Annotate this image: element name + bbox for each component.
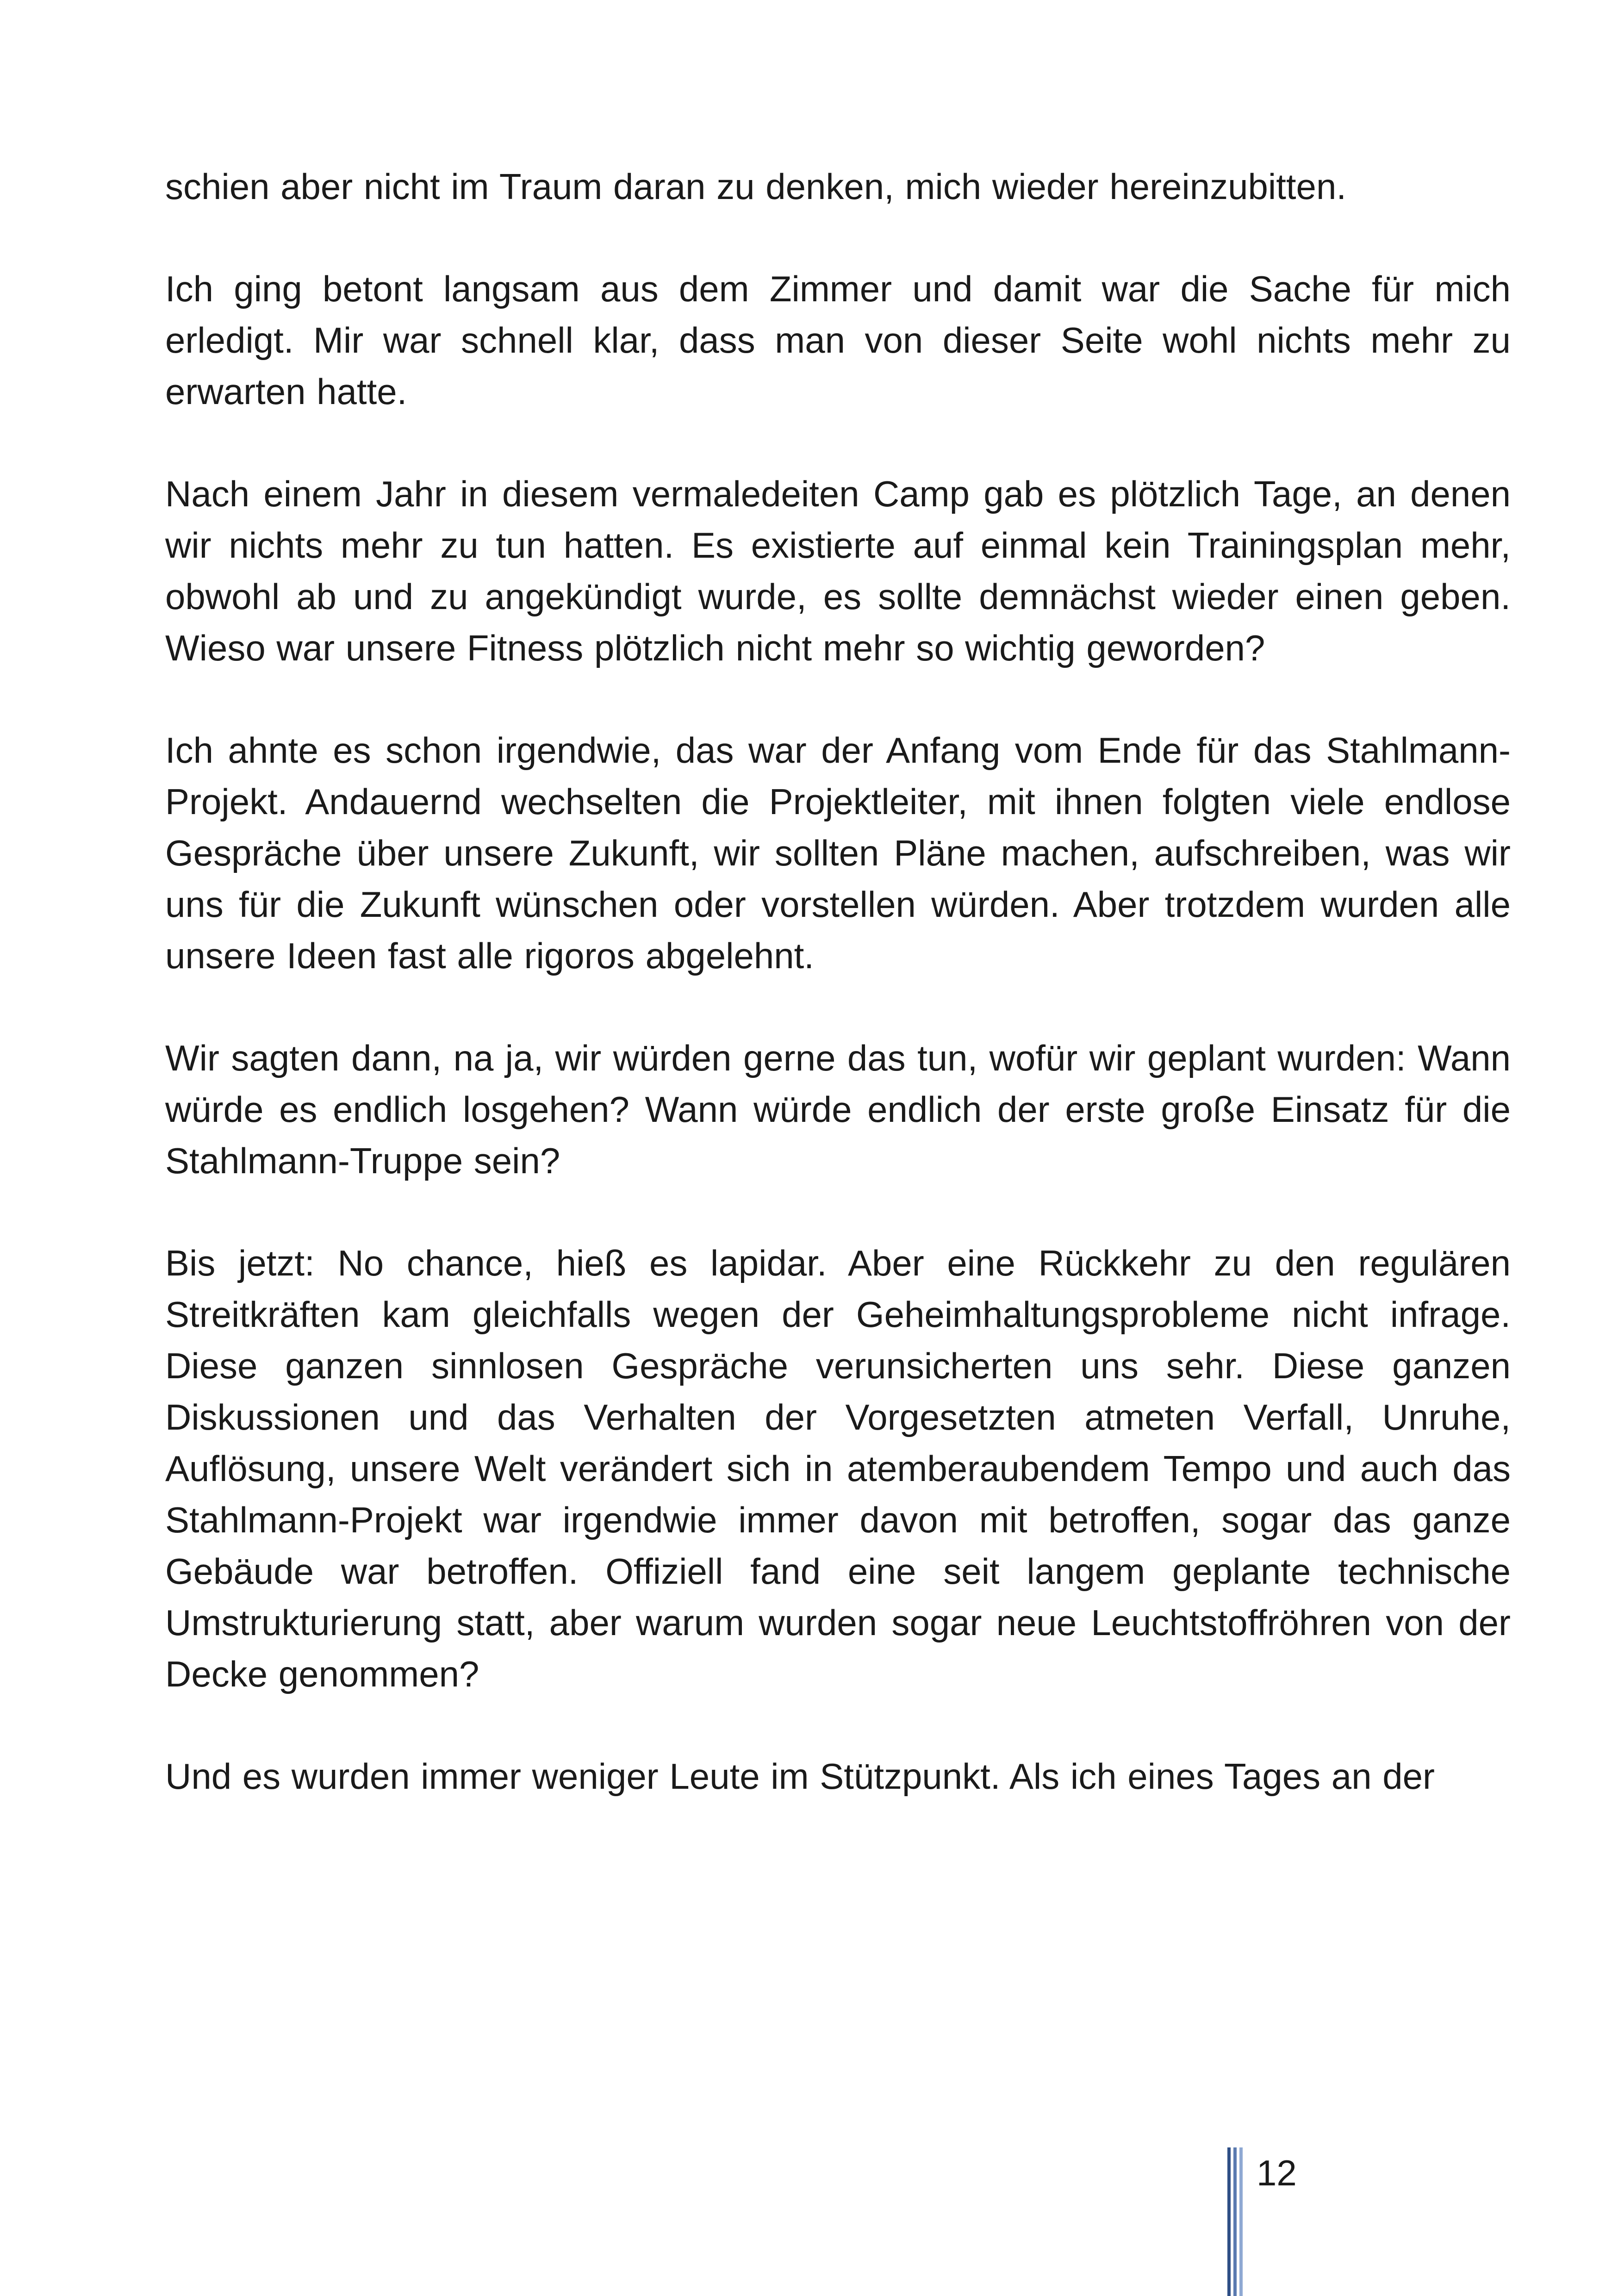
paragraph-2: Ich ging betont langsam aus dem Zimmer und damit war die Sache für mich erledigt. Mir war schnell klar, dass man von dieser Seite wohl nichts mehr zu erwarten hatte. <box>165 268 1511 412</box>
paragraph-3: Nach einem Jahr in diesem vermaledeiten Camp gab es plötzlich Tage, an denen wir nichts mehr zu tun hatten. Es existierte auf einmal kein Trainingsplan mehr, obwohl ab und zu angekündigt wurde, es sollte demnächst wieder einen geben. Wieso war unsere Fitness plötzlich nicht mehr so wichtig geworden? <box>165 473 1511 668</box>
marker-bar-mid <box>1233 2147 1237 2296</box>
paragraph-1: schien aber nicht im Traum daran zu denken, mich wieder hereinzubitten. <box>165 166 1346 207</box>
marker-bar-light <box>1239 2147 1243 2296</box>
paragraph-7: Und es wurden immer weniger Leute im Stützpunkt. Als ich eines Tages an der <box>165 1756 1435 1797</box>
page-number-marker-bars <box>1227 2147 1255 2296</box>
paragraph-5: Wir sagten dann, na ja, wir würden gerne das tun, wofür wir geplant wurden: Wann würde es endlich losgehen? Wann würde endlich der erste große Einsatz für die Stahlmann-Truppe sein? <box>165 1038 1511 1181</box>
paragraph-6: Bis jetzt: No chance, hieß es lapidar. Aber eine Rückkehr zu den regulären Streitkräften kam gleichfalls wegen der Geheimhaltungsprobleme nicht infrage. Diese ganzen sinnlosen Gespräche verunsicherten uns sehr. Diese ganzen Diskussionen und das Verhalten der Vorgesetzten atmeten Verfall, Unruhe, Auflösung, unsere Welt verändert sich in atemberaubendem Tempo und auch das Stahlmann-Projekt war irgendwie immer davon mit betroffen, sogar das ganze Gebäude war betroffen. Offiziell fand eine seit langem geplante technische Umstrukturierung statt, aber warum wurden sogar neue Leuchtstoffröhren von der Decke genommen? <box>165 1243 1511 1694</box>
marker-bar-dark <box>1227 2147 1231 2296</box>
page-body-text <box>165 161 1511 1853</box>
page-number: 12 <box>1257 2153 1297 2193</box>
paragraph-4: Ich ahnte es schon irgendwie, das war der Anfang vom Ende für das Stahlmann-Projekt. Andauernd wechselten die Projektleiter, mit ihnen folgten viele endlose Gespräche über unsere Zukunft, wir sollten Pläne machen, aufschreiben, was wir uns für die Zukunft wünschen oder vorstellen würden. Aber trotzdem wurden alle unsere Ideen fast alle rigoros abgelehnt. <box>165 730 1511 976</box>
